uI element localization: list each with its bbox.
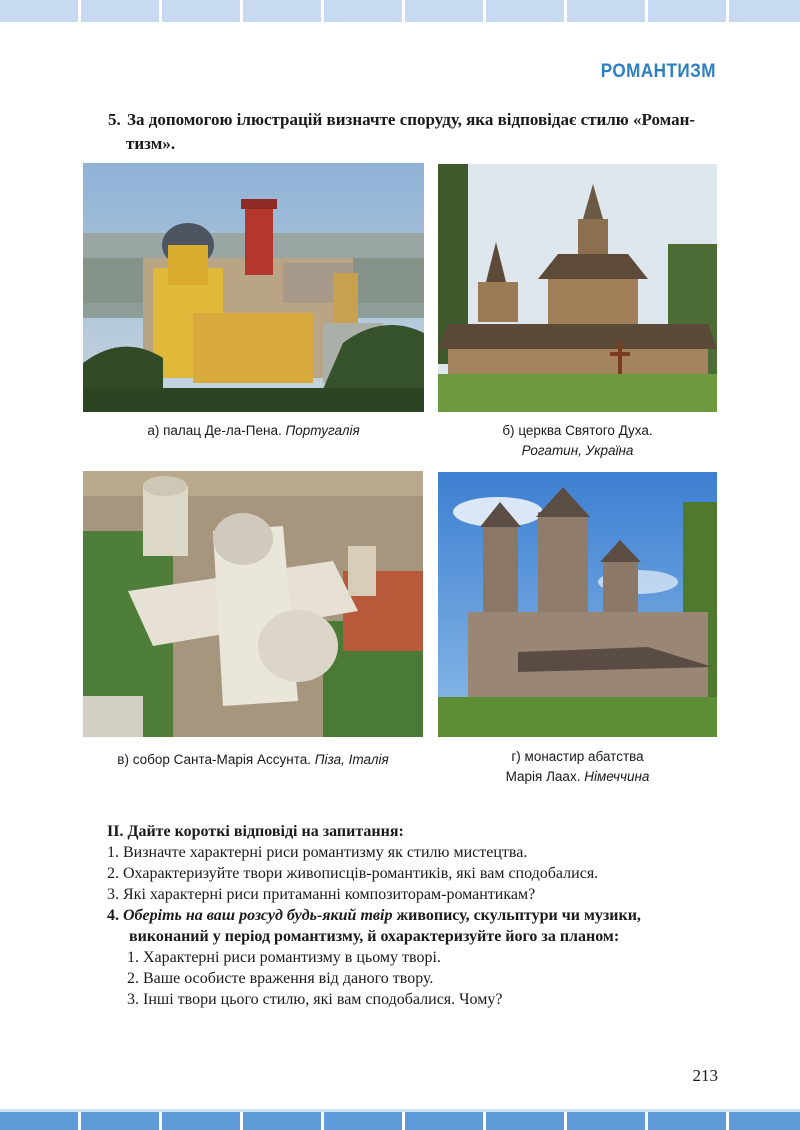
photo-maria-laach-abbey <box>438 472 717 737</box>
question-2: 2. Охарактеризуйте твори живописців-романтиків, які вам сподобалися. <box>107 865 599 882</box>
caption-d: г) монастир абатства Марія Лаах. Німеччина <box>505 749 650 784</box>
question-3: 3. Які характерні риси притаманні композиторам-романтикам? <box>107 886 536 903</box>
task-5 <box>108 108 720 156</box>
task-4-line1-rest: живопису, скульптури чи музики, <box>392 907 641 924</box>
page-number: 213 <box>692 1066 718 1085</box>
task-4 <box>107 905 721 947</box>
part-2-heading: II. Дайте короткі відповіді на запитання: <box>107 823 404 840</box>
caption-b: б) церква Святого Духа. Рогатин, Україна <box>502 423 653 458</box>
part-2-questions <box>107 821 721 1010</box>
task-4-number: 4. <box>107 907 119 924</box>
photo-pisa-cathedral <box>83 471 423 737</box>
task-5-text-line1: За допомогою ілюстрацій визначте споруду, яка відповідає стилю «Роман- <box>127 110 696 129</box>
plan-item-3: 3. Інші твори цього стилю, які вам сподобалися. Чому? <box>127 991 503 1008</box>
task-4-line2: виконаний у період романтизму, й охарактеризуйте його за планом: <box>129 928 620 945</box>
top-decorative-band <box>0 0 800 22</box>
task-5-text-line2: тизм». <box>126 134 176 153</box>
bottom-decorative-band <box>0 1112 800 1130</box>
photo-pena-palace <box>83 163 424 412</box>
question-1: 1. Визначте характерні риси романтизму як стилю мистецтва. <box>107 844 528 861</box>
task-5-number: 5. <box>108 110 121 129</box>
plan-item-2: 2. Ваше особисте враження від даного твору. <box>127 970 434 987</box>
plan-item-1: 1. Характерні риси романтизму в цьому творі. <box>127 949 441 966</box>
caption-a: а) палац Де-ла-Пена. Португалія <box>147 423 360 438</box>
task-4-italic: Оберіть на ваш розсуд будь-який твір <box>123 907 393 924</box>
photo-holy-spirit-church <box>438 164 717 412</box>
caption-c: в) собор Санта-Марія Ассунта. Піза, Італія <box>117 752 389 767</box>
section-title: РОМАНТИЗМ <box>600 61 716 82</box>
